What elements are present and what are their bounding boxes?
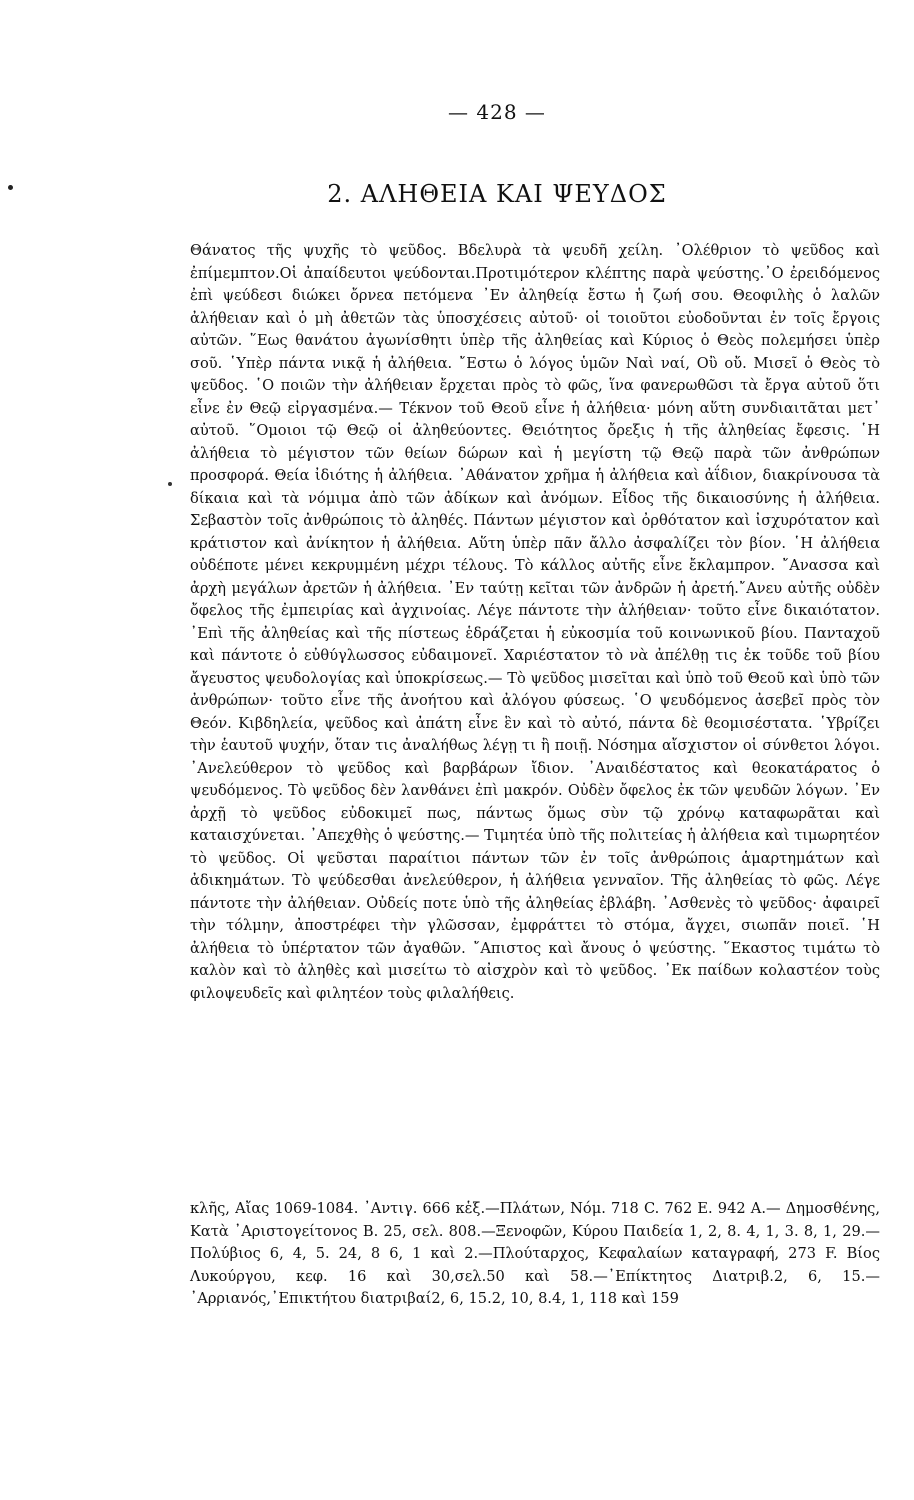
print-speck	[168, 482, 172, 486]
page-number: — 428 —	[448, 100, 546, 124]
section-title: 2. ΑΛΗΘΕΙΑ ΚΑΙ ΨΕΥΔΟΣ	[327, 180, 667, 208]
references-text: κλῆς, Αἴας 1069-1084. ᾿Αντιγ. 666 κἑξ.—Πλάτων, Νόμ. 718 C. 762 E. 942 A.— Δημοσθένης, Κατὰ ᾿Αριστογείτονος Β. 25, σελ. 808.—Ξενοφῶν, Κύρου Παιδεία 1, 2, 8. 4, 1, 3. 8, 1, 29.—Πολύβιος 6, 4, 5. 24, 8 6, 1 καὶ 2.—Πλούταρχος, Κεφαλαίων καταγραφή, 273 F. Βίος Λυκούργου, κεφ. 16 καὶ 30,σελ.50 καὶ 58.—᾿Επίκτητος Διατριβ.2, 6, 15.— ᾿Αρριανός,᾿Επικτήτου διατριβαί2, 6, 15.2, 10, 8.4, 1, 118 καὶ 159	[190, 1200, 880, 1307]
main-text	[190, 240, 880, 1005]
references-footnote	[190, 1198, 880, 1311]
print-speck	[8, 185, 13, 190]
body-paragraph: Θάνατος τῆς ψυχῆς τὸ ψεῦδος. Βδελυρὰ τὰ ψευδῆ χείλη. ᾿Ολέθριον τὸ ψεῦδος καὶ ἐπίμεμπτον.Οἱ ἀπαίδευτοι ψεύδονται.Προτιμότερον κλέπτης παρὰ ψεύστης.᾿Ο ἐρειδόμενος ἐπὶ ψεύδεσι διώκει ὄρνεα πετόμενα ᾿Εν ἀληθείᾳ ἔστω ἡ ζωή σου. Θεοφιλὴς ὁ λαλῶν ἀλήθειαν καὶ ὁ μὴ ἀθετῶν τὰς ὑποσχέσεις αὐτοῦ· οἱ τοιοῦτοι εὐοδοῦνται ἐν τοῖς ἔργοις αὐτῶν. ῞Εως θανάτου ἀγωνίσθητι ὑπὲρ τῆς ἀληθείας καὶ Κύριος ὁ Θεὸς πολεμήσει ὑπὲρ σοῦ. ῾Υπὲρ πάντα νικᾷ ἡ ἀλήθεια. ῎Εστω ὁ λόγος ὑμῶν Ναὶ ναί, Οὒ οὔ. Μισεῖ ὁ Θεὸς τὸ ψεῦδος. ῾Ο ποιῶν τὴν ἀλήθειαν ἔρχεται πρὸς τὸ φῶς, ἵνα φανερωθῶσι τὰ ἔργα αὐτοῦ ὅτι εἶνε ἐν Θεῷ εἰργασμένα.— Τέκνον τοῦ Θεοῦ εἶνε ἡ ἀλήθεια· μόνη αὕτη συνδιαιτᾶται μετ᾿ αὐτοῦ. ῞Ομοιοι τῷ Θεῷ οἱ ἀληθεύοντες. Θειότητος ὄρεξις ἡ τῆς ἀληθείας ἔφεσις. ῾Η ἀλήθεια τὸ μέγιστον τῶν θείων δώρων καὶ ἡ μεγίστη τῷ Θεῷ παρὰ τῶν ἀνθρώπων προσφορά. Θεία ἰδιότης ἡ ἀλήθεια. ᾿Αθάνατον χρῆμα ἡ ἀλήθεια καὶ ἀΐδιον, διακρίνουσα τὰ δίκαια καὶ τὰ νόμιμα ἀπὸ τῶν ἀδίκων καὶ ἀνόμων. Εἶδος τῆς δικαιοσύνης ἡ ἀλήθεια. Σεβαστὸν τοῖς ἀνθρώποις τὸ ἀληθές. Πάντων μέγιστον καὶ ὀρθότατον καὶ ἰσχυρότατον καὶ κράτιστον καὶ ἀνίκητον ἡ ἀλήθεια. Αὕτη ὑπὲρ πᾶν ἄλλο ἀσφαλίζει τὸν βίον. ῾Η ἀλήθεια οὐδέποτε μένει κεκρυμμένη μέχρι τέλους. Τὸ κάλλος αὐτῆς εἶνε ἔκλαμπρον. ῎Ανασσα καὶ ἀρχὴ μεγάλων ἀρετῶν ἡ ἀλήθεια. ᾿Εν ταύτῃ κεῖται τῶν ἀνδρῶν ἡ ἀρετή.῎Ανευ αὐτῆς οὐδὲν ὄφελος τῆς ἐμπειρίας καὶ ἀγχινοίας. Λέγε πάντοτε τὴν ἀλήθειαν· τοῦτο εἶνε δικαιότατον. ᾿Επὶ τῆς ἀληθείας καὶ τῆς πίστεως ἑδράζεται ἡ εὐκοσμία τοῦ κοινωνικοῦ βίου. Πανταχοῦ καὶ πάντοτε ὁ εὐθύγλωσσος εὐδαιμονεῖ. Χαριέστατον τὸ νὰ ἀπέλθῃ τις ἐκ τοῦδε τοῦ βίου ἄγευστος ψευδολογίας καὶ ὑποκρίσεως.— Τὸ ψεῦδος μισεῖται καὶ ὑπὸ τοῦ Θεοῦ καὶ ὑπὸ τῶν ἀνθρώπων· τοῦτο εἶνε τῆς ἀνοήτου καὶ ἀλόγου φύσεως. ῾Ο ψευδόμενος ἀσεβεῖ πρὸς τὸν Θεόν. Κιβδηλεία, ψεῦδος καὶ ἀπάτη εἶνε ἓν καὶ τὸ αὐτό, πάντα δὲ θεομισέστατα. ῾Υβρίζει τὴν ἑαυτοῦ ψυχήν, ὅταν τις ἀναλήθως λέγῃ τι ἢ ποιῇ. Νόσημα αἴσχιστον οἱ σύνθετοι λόγοι. ᾿Ανελεύθερον τὸ ψεῦδος καὶ βαρβάρων ἴδιον. ᾿Αναιδέστατος καὶ θεοκατάρατος ὁ ψευδόμενος. Τὸ ψεῦδος δὲν λανθάνει ἐπὶ μακρόν. Οὐδὲν ὄφελος ἐκ τῶν ψευδῶν λόγων. ᾿Εν ἀρχῇ τὸ ψεῦδος εὐδοκιμεῖ πως, πάντως ὅμως σὺν τῷ χρόνῳ καταφωρᾶται καὶ καταισχύνεται. ᾿Απεχθὴς ὁ ψεύστης.— Τιμητέα ὑπὸ τῆς πολιτείας ἡ ἀλήθεια καὶ τιμωρητέον τὸ ψεῦδος. Οἱ ψεῦσται παραίτιοι πάντων τῶν ἐν τοῖς ἀνθρώποις ἁμαρτημάτων καὶ ἀδικημάτων. Τὸ ψεύδεσθαι ἀνελεύθερον, ἡ ἀλήθεια γενναῖον. Τῆς ἀληθείας τὸ φῶς. Λέγε πάντοτε τὴν ἀλήθειαν. Οὐδείς ποτε ὑπὸ τῆς ἀληθείας ἐβλάβη. ᾿Ασθενὲς τὸ ψεῦδος· ἀφαιρεῖ τὴν τόλμην, ἀποστρέφει τὴν γλῶσσαν, ἐμφράττει τὸ στόμα, ἄγχει, σιωπᾶν ποιεῖ. ῾Η ἀλήθεια τὸ ὑπέρτατον τῶν ἀγαθῶν. ῎Απιστος καὶ ἄνους ὁ ψεύστης. ῞Εκαστος τιμάτω τὸ καλὸν καὶ τὸ ἀληθὲς καὶ μισείτω τὸ αἰσχρὸν καὶ τὸ ψεῦδος. ᾿Εκ παίδων κολαστέον τοὺς φιλοψευδεῖς καὶ φιλητέον τοὺς φιλαλήθεις.	[190, 242, 880, 1002]
